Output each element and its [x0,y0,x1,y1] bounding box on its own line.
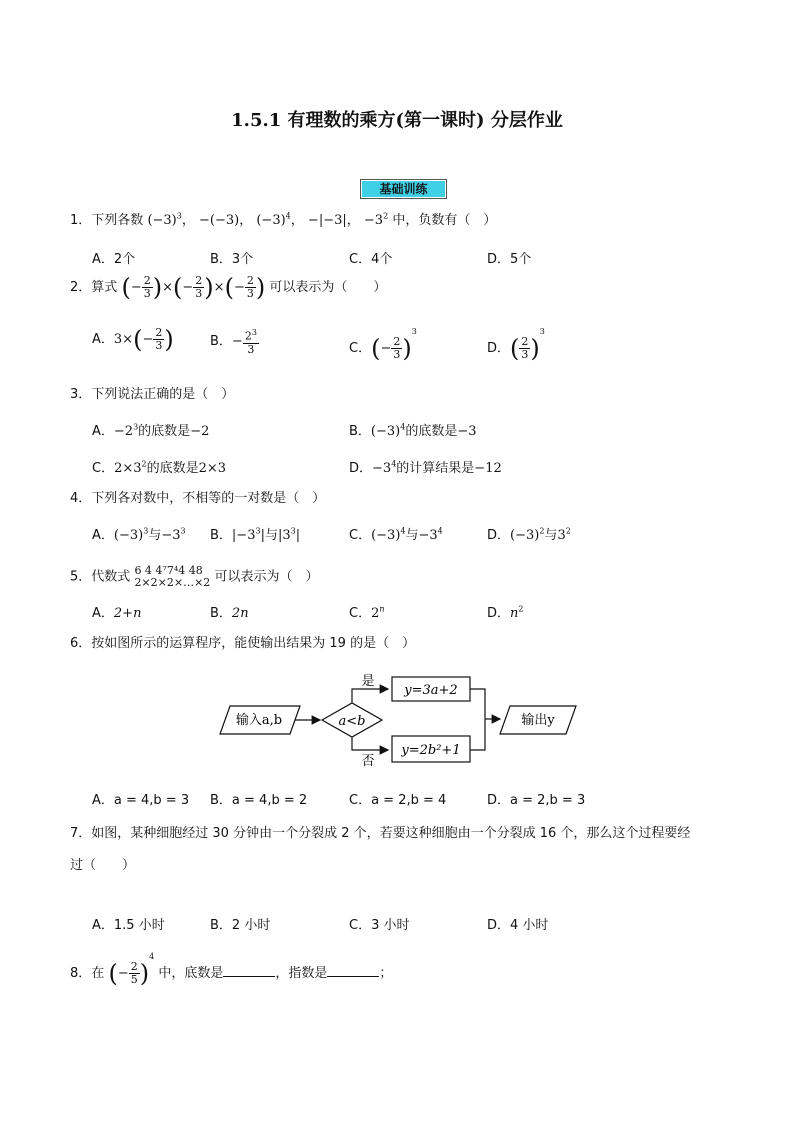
q2-option-c[interactable]: C．(− $\frac{2}{3}$ )$^3$ [349,327,417,363]
question-2: 2．算式 (− $\frac{2}{3}$ )×(− $\frac{2}{3}$ )×(− $\frac{2}{3}$ ) 可以表示为（ ） [70,273,387,302]
condition-label: a<b [338,714,366,729]
section-badge [360,179,447,199]
q4-option-a[interactable]: A．$(-3)^3$与$-3^3$ [92,526,186,543]
q4-option-b[interactable]: B．$|-3^3|$与$|3^3|$ [210,526,301,543]
q1-option-a[interactable]: A．2个 [92,252,136,267]
q5-option-c[interactable]: C．2$^n$ [349,604,385,621]
q6-option-d[interactable]: D．a = 2,b = 3 [487,793,586,808]
q7-option-a[interactable]: A．1.5 小时 [92,918,165,933]
q7-option-d[interactable]: D．4 小时 [487,918,549,933]
yes-process-label: y=3a+2 [404,683,458,698]
question-1: 1．下列各数 $(-3)^3$， −(−3)， $(-3)^4$， −|−3|， $-3^2$ 中，负数有（ ） [70,211,497,228]
q2-option-d[interactable]: D．( $\frac{2}{3}$ )$^3$ [487,327,545,363]
q2-option-a[interactable]: A．3×(− $\frac{2}{3}$ ) [92,325,174,354]
q1-option-b[interactable]: B．3个 [210,252,254,267]
q3-option-d[interactable]: D．$-3^4$的计算结果是−12 [349,459,502,476]
question-8: 8．在 (− $\frac{2}{5}$ )$^4$ 中，底数是 ，指数是 ； [70,952,393,988]
q5-option-a[interactable]: A．2+n [92,606,142,621]
q5-option-d[interactable]: D．$n^2$ [487,604,524,621]
q3-option-b[interactable]: B．$(-3)^4$的底数是−3 [349,422,477,439]
no-process-label: y=2b²+1 [401,743,461,758]
page-title: 1.5.1 有理数的乘方(第一课时) 分层作业 [231,110,563,131]
question-6: 6．按如图所示的运算程序，能使输出结果为 19 的是（ ） [70,636,416,651]
q3-option-a[interactable]: A．$-2^3$的底数是−2 [92,422,210,439]
q6-option-b[interactable]: B．a = 4,b = 2 [210,793,308,808]
q2-option-b[interactable]: B．− $\frac{2^3}{3}$ [210,328,257,356]
q7-option-c[interactable]: C．3 小时 [349,918,410,933]
yes-label: 是 [361,674,375,689]
question-7-line-2: 过（ ） [70,858,136,873]
q5-option-b[interactable]: B．2n [210,606,249,621]
q4-option-d[interactable]: D．$(-3)^2$与$3^2$ [487,526,571,543]
question-5: 5．代数式 6 4 4⁷7⁴4 48 2×2×2×…×2 可以表示为（ ） [70,564,319,589]
q4-option-c[interactable]: C．$(-3)^4$与$-3^4$ [349,526,443,543]
section-label: 基础训练 [362,181,445,197]
q1-option-c[interactable]: C．4个 [349,252,393,267]
output-label: 输出y [521,713,555,728]
question-3: 3．下列说法正确的是（ ） [70,387,235,402]
exponent-blank[interactable] [327,966,379,977]
q6-option-c[interactable]: C．a = 2,b = 4 [349,793,447,808]
q1-option-d[interactable]: D．5个 [487,252,532,267]
q3-option-c[interactable]: C．$2\times 3^2$的底数是2×3 [92,459,227,476]
question-4: 4．下列各对数中，不相等的一对数是（ ） [70,491,326,506]
q6-option-a[interactable]: A．a = 4,b = 3 [92,793,190,808]
question-7-line-1: 7．如图，某种细胞经过 30 分钟由一个分裂成 2 个，若要这种细胞由一个分裂成 16 个，那么这个过程要经 [70,826,691,841]
input-label: 输入a,b [235,713,283,728]
no-label: 否 [361,754,375,769]
base-blank[interactable] [223,966,275,977]
q7-option-b[interactable]: B．2 小时 [210,918,271,933]
flowchart [210,665,590,775]
